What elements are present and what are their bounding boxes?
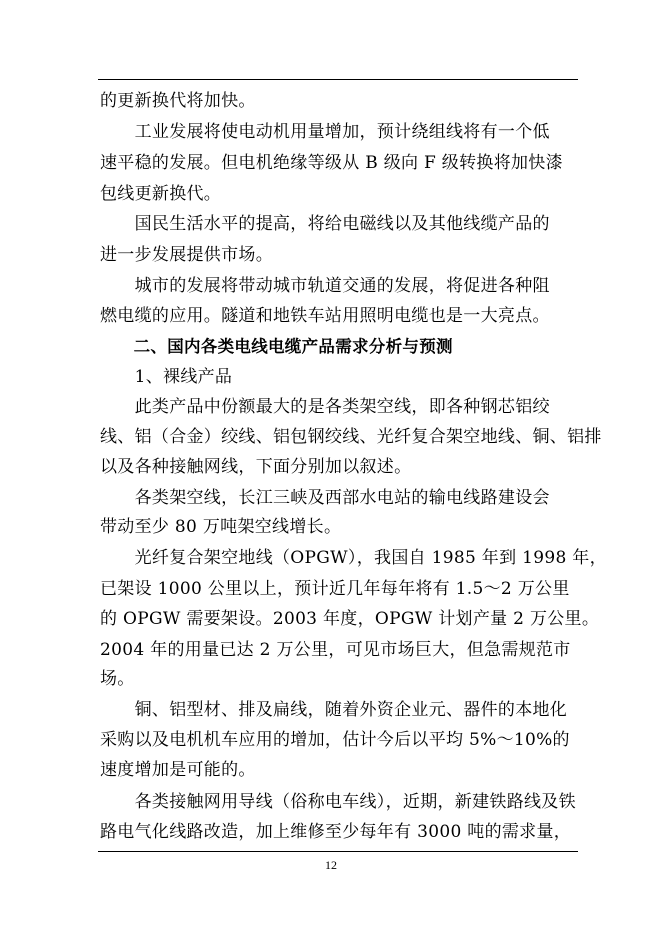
paragraph-line: 已架设 1000 公里以上，预计近几年每年将有 1.5～2 万公里 bbox=[100, 579, 570, 599]
paragraph-line: 国民生活水平的提高，将给电磁线以及其他线缆产品的 bbox=[100, 214, 550, 234]
paragraph-line: 路电气化线路改造，加上维修至少每年有 3000 吨的需求量， bbox=[100, 822, 572, 842]
paragraph-line: 燃电缆的应用。隧道和地铁车站用照明电缆也是一大亮点。 bbox=[100, 306, 550, 326]
subsection-heading: 1、裸线产品 bbox=[100, 367, 233, 387]
paragraph-line: 场。 bbox=[100, 669, 135, 689]
paragraph-line: 各类架空线，长江三峡及西部水电站的输电线路建设会 bbox=[100, 488, 550, 508]
paragraph-line: 速平稳的发展。但电机绝缘等级从 B 级向 F 级转换将加快漆 bbox=[100, 153, 563, 173]
paragraph-line: 2004 年的用量已达 2 万公里，可见市场巨大，但急需规范市 bbox=[100, 640, 571, 660]
paragraph-line: 的更新换代将加快。 bbox=[100, 91, 256, 111]
footer-rule bbox=[98, 851, 578, 852]
paragraph-line: 光纤复合架空地线（OPGW），我国自 1985 年到 1998 年， bbox=[100, 548, 607, 568]
paragraph-line: 速度增加是可能的。 bbox=[100, 760, 256, 780]
paragraph-line: 城市的发展将带动城市轨道交通的发展，将促进各种阻 bbox=[100, 276, 550, 296]
paragraph-line: 进一步发展提供市场。 bbox=[100, 245, 273, 265]
page-number: 12 bbox=[325, 858, 337, 872]
paragraph-line: 的 OPGW 需要架设。2003 年度，OPGW 计划产量 2 万公里。 bbox=[100, 609, 600, 629]
paragraph-line: 以及各种接触网线，下面分别加以叙述。 bbox=[100, 457, 412, 477]
paragraph-line: 采购以及电机机车应用的增加，估计今后以平均 5%～10%的 bbox=[100, 730, 570, 750]
paragraph-line: 各类接触网用导线（俗称电车线），近期，新建铁路线及铁 bbox=[100, 792, 576, 812]
paragraph-line: 铜、铝型材、排及扁线，随着外资企业元、器件的本地化 bbox=[100, 700, 568, 720]
paragraph-line: 此类产品中份额最大的是各类架空线，即各种钢芯铝绞 bbox=[100, 397, 550, 417]
header-rule bbox=[98, 79, 578, 80]
paragraph-line: 工业发展将使电动机用量增加，预计绕组线将有一个低 bbox=[100, 122, 550, 142]
paragraph-line: 包线更新换代。 bbox=[100, 184, 222, 204]
section-heading: 二、国内各类电线电缆产品需求分析与预测 bbox=[100, 337, 453, 356]
paragraph-line: 带动至少 80 万吨架空线增长。 bbox=[100, 517, 342, 537]
paragraph-line: 线、铝（合金）绞线、铝包钢绞线、光纤复合架空地线、铜、铝排 bbox=[100, 427, 602, 447]
